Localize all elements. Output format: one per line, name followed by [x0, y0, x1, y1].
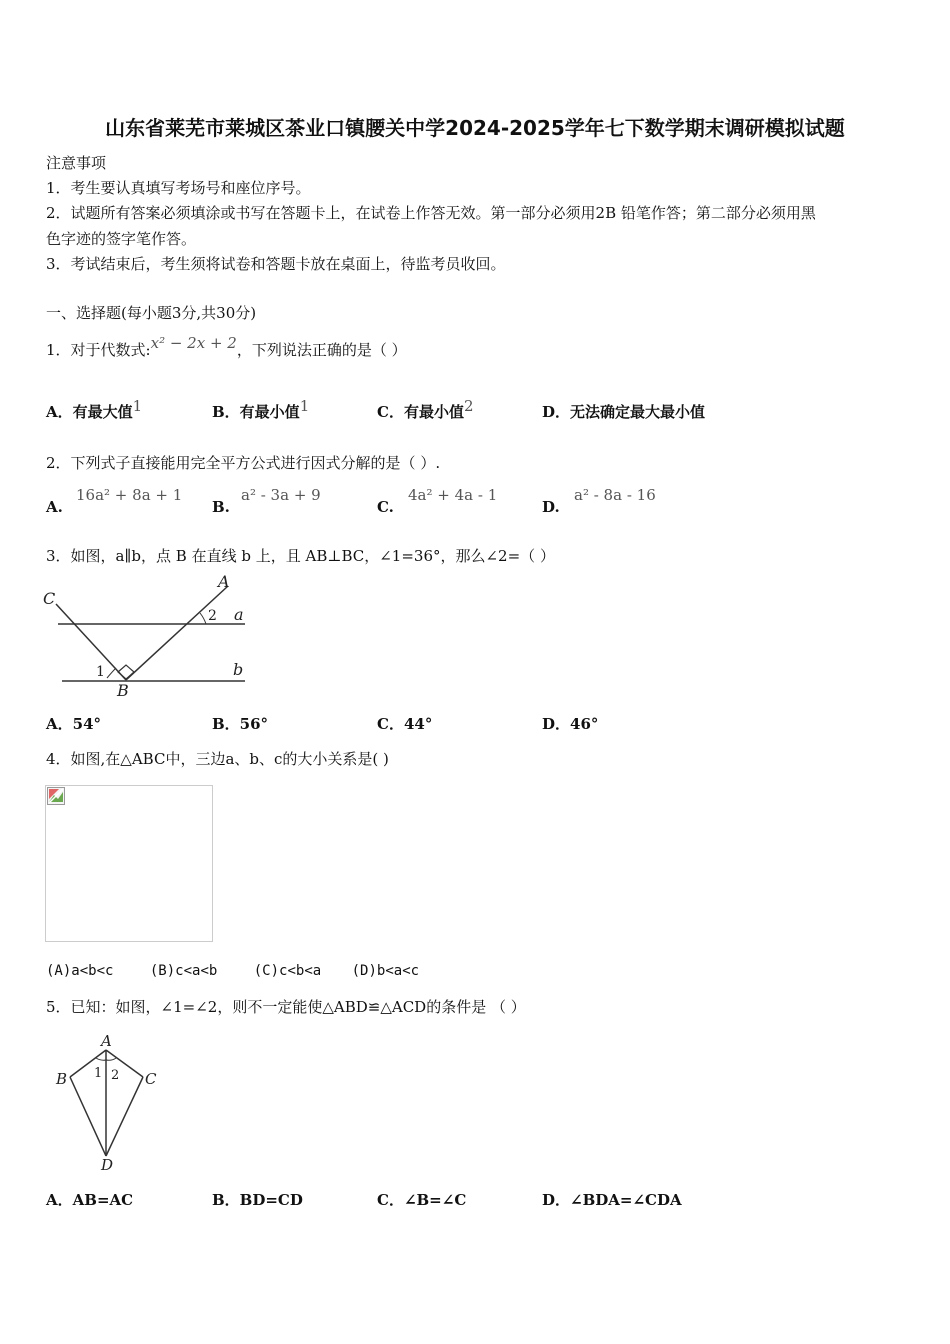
- label-a: a: [234, 605, 244, 624]
- question-5-stem: 5．已知：如图，∠1=∠2，则不一定能使△ABD≌△ACD的条件是 （ ）: [46, 998, 526, 1016]
- question-4-stem: 4．如图,在△ABC中，三边a、b、c的大小关系是( ): [46, 750, 389, 768]
- q3-option-b: B．56°: [212, 715, 269, 733]
- page-title: 山东省莱芜市莱城区茶业口镇腰关中学2024-2025学年七下数学期末调研模拟试题: [105, 116, 845, 140]
- q3-option-c: C．44°: [377, 715, 433, 733]
- q1-expression: x² − 2x + 2: [150, 334, 237, 352]
- q4-option-b: (B)c<a<b: [149, 963, 218, 979]
- question-1-stem: [46, 334, 407, 360]
- segment-cd: [106, 1077, 143, 1156]
- notice-heading: 注意事项: [46, 154, 107, 172]
- label-A: A: [218, 572, 230, 591]
- label-C: C: [43, 589, 56, 608]
- notice-item: 色字迹的签字笔作答。: [46, 230, 197, 248]
- broken-image-icon: [47, 787, 65, 805]
- question-3-stem: 3．如图，a∥b，点 B 在直线 b 上，且 AB⊥BC，∠1=36°，那么∠2=（ ）: [46, 547, 555, 565]
- q4-option-c: (C)c<b<a: [253, 963, 322, 979]
- q1-option-c-value: 2: [463, 397, 474, 415]
- label-C: C: [145, 1070, 157, 1088]
- q3-option-d: D．46°: [542, 715, 599, 733]
- q2-option-b-expr: a² - 3a + 9: [241, 486, 321, 504]
- angle-1-arc: [96, 1058, 106, 1060]
- q1-option-a: A．有最大值1: [46, 397, 143, 421]
- q2-option-a-expr: 16a² + 8a + 1: [76, 486, 183, 504]
- q4-option-d: (D)b<a<c: [351, 963, 420, 979]
- label-D: D: [101, 1156, 114, 1174]
- q2-option-c-expr: 4a² + 4a - 1: [408, 486, 498, 504]
- q2-option-d-expr: a² - 8a - 16: [574, 486, 656, 504]
- q2-option-b-label: B.: [212, 498, 230, 516]
- q2-option-d-label: D.: [542, 498, 560, 516]
- notice-item: 2．试题所有答案必须填涂或书写在答题卡上，在试卷上作答无效。第一部分必须用2B 铅笔作答；第二部分必须用黑: [46, 204, 816, 222]
- label-B: B: [117, 681, 129, 700]
- label-angle-1: 1: [94, 1066, 103, 1081]
- q1-option-b-value: 1: [299, 397, 310, 415]
- broken-image-placeholder: [45, 785, 213, 942]
- angle-2-arc: [106, 1058, 116, 1060]
- q1-stem-pre: 1．对于代数式:: [46, 341, 151, 359]
- q4-options: [46, 963, 419, 979]
- notice-item: 1．考生要认真填写考场号和座位序号。: [46, 179, 311, 197]
- q2-option-a-label: A.: [46, 498, 63, 516]
- q5-option-a: A．AB=AC: [46, 1191, 134, 1209]
- q5-option-c: C．∠B=∠C: [377, 1191, 467, 1209]
- angle-1-arc: [107, 668, 116, 678]
- q5-option-b: B．BD=CD: [212, 1191, 303, 1209]
- q4-option-a: (A)a<b<c: [46, 963, 114, 979]
- label-B: B: [56, 1070, 68, 1088]
- q1-option-d: D．无法确定最大最小值: [542, 403, 706, 421]
- right-angle-mark: [118, 665, 134, 679]
- q5-figure: [50, 1030, 170, 1175]
- q1-option-c: C．有最小值2: [377, 397, 474, 421]
- section-heading: 一、选择题(每小题3分,共30分): [46, 304, 257, 322]
- q1-stem-post: ，下列说法正确的是（ ）: [236, 341, 407, 359]
- q1-option-a-value: 1: [132, 397, 143, 415]
- q2-option-c-label: C.: [377, 498, 394, 516]
- label-A: A: [101, 1032, 112, 1050]
- q1-option-b: B．有最小值1: [212, 397, 310, 421]
- segment-ba: [126, 586, 228, 680]
- label-angle-2: 2: [111, 1068, 120, 1083]
- question-2-stem: 2．下列式子直接能用完全平方公式进行因式分解的是（ ）.: [46, 454, 441, 472]
- label-angle-2: 2: [208, 608, 217, 624]
- q3-option-a: A．54°: [46, 715, 102, 733]
- label-b: b: [233, 660, 244, 679]
- q3-figure: [40, 572, 255, 702]
- segment-bd: [70, 1077, 106, 1156]
- label-angle-1: 1: [96, 664, 105, 680]
- notice-item: 3．考试结束后，考生须将试卷和答题卡放在桌面上，待监考员收回。: [46, 255, 506, 273]
- angle-2-arc: [200, 613, 206, 624]
- q5-option-d: D．∠BDA=∠CDA: [542, 1191, 682, 1209]
